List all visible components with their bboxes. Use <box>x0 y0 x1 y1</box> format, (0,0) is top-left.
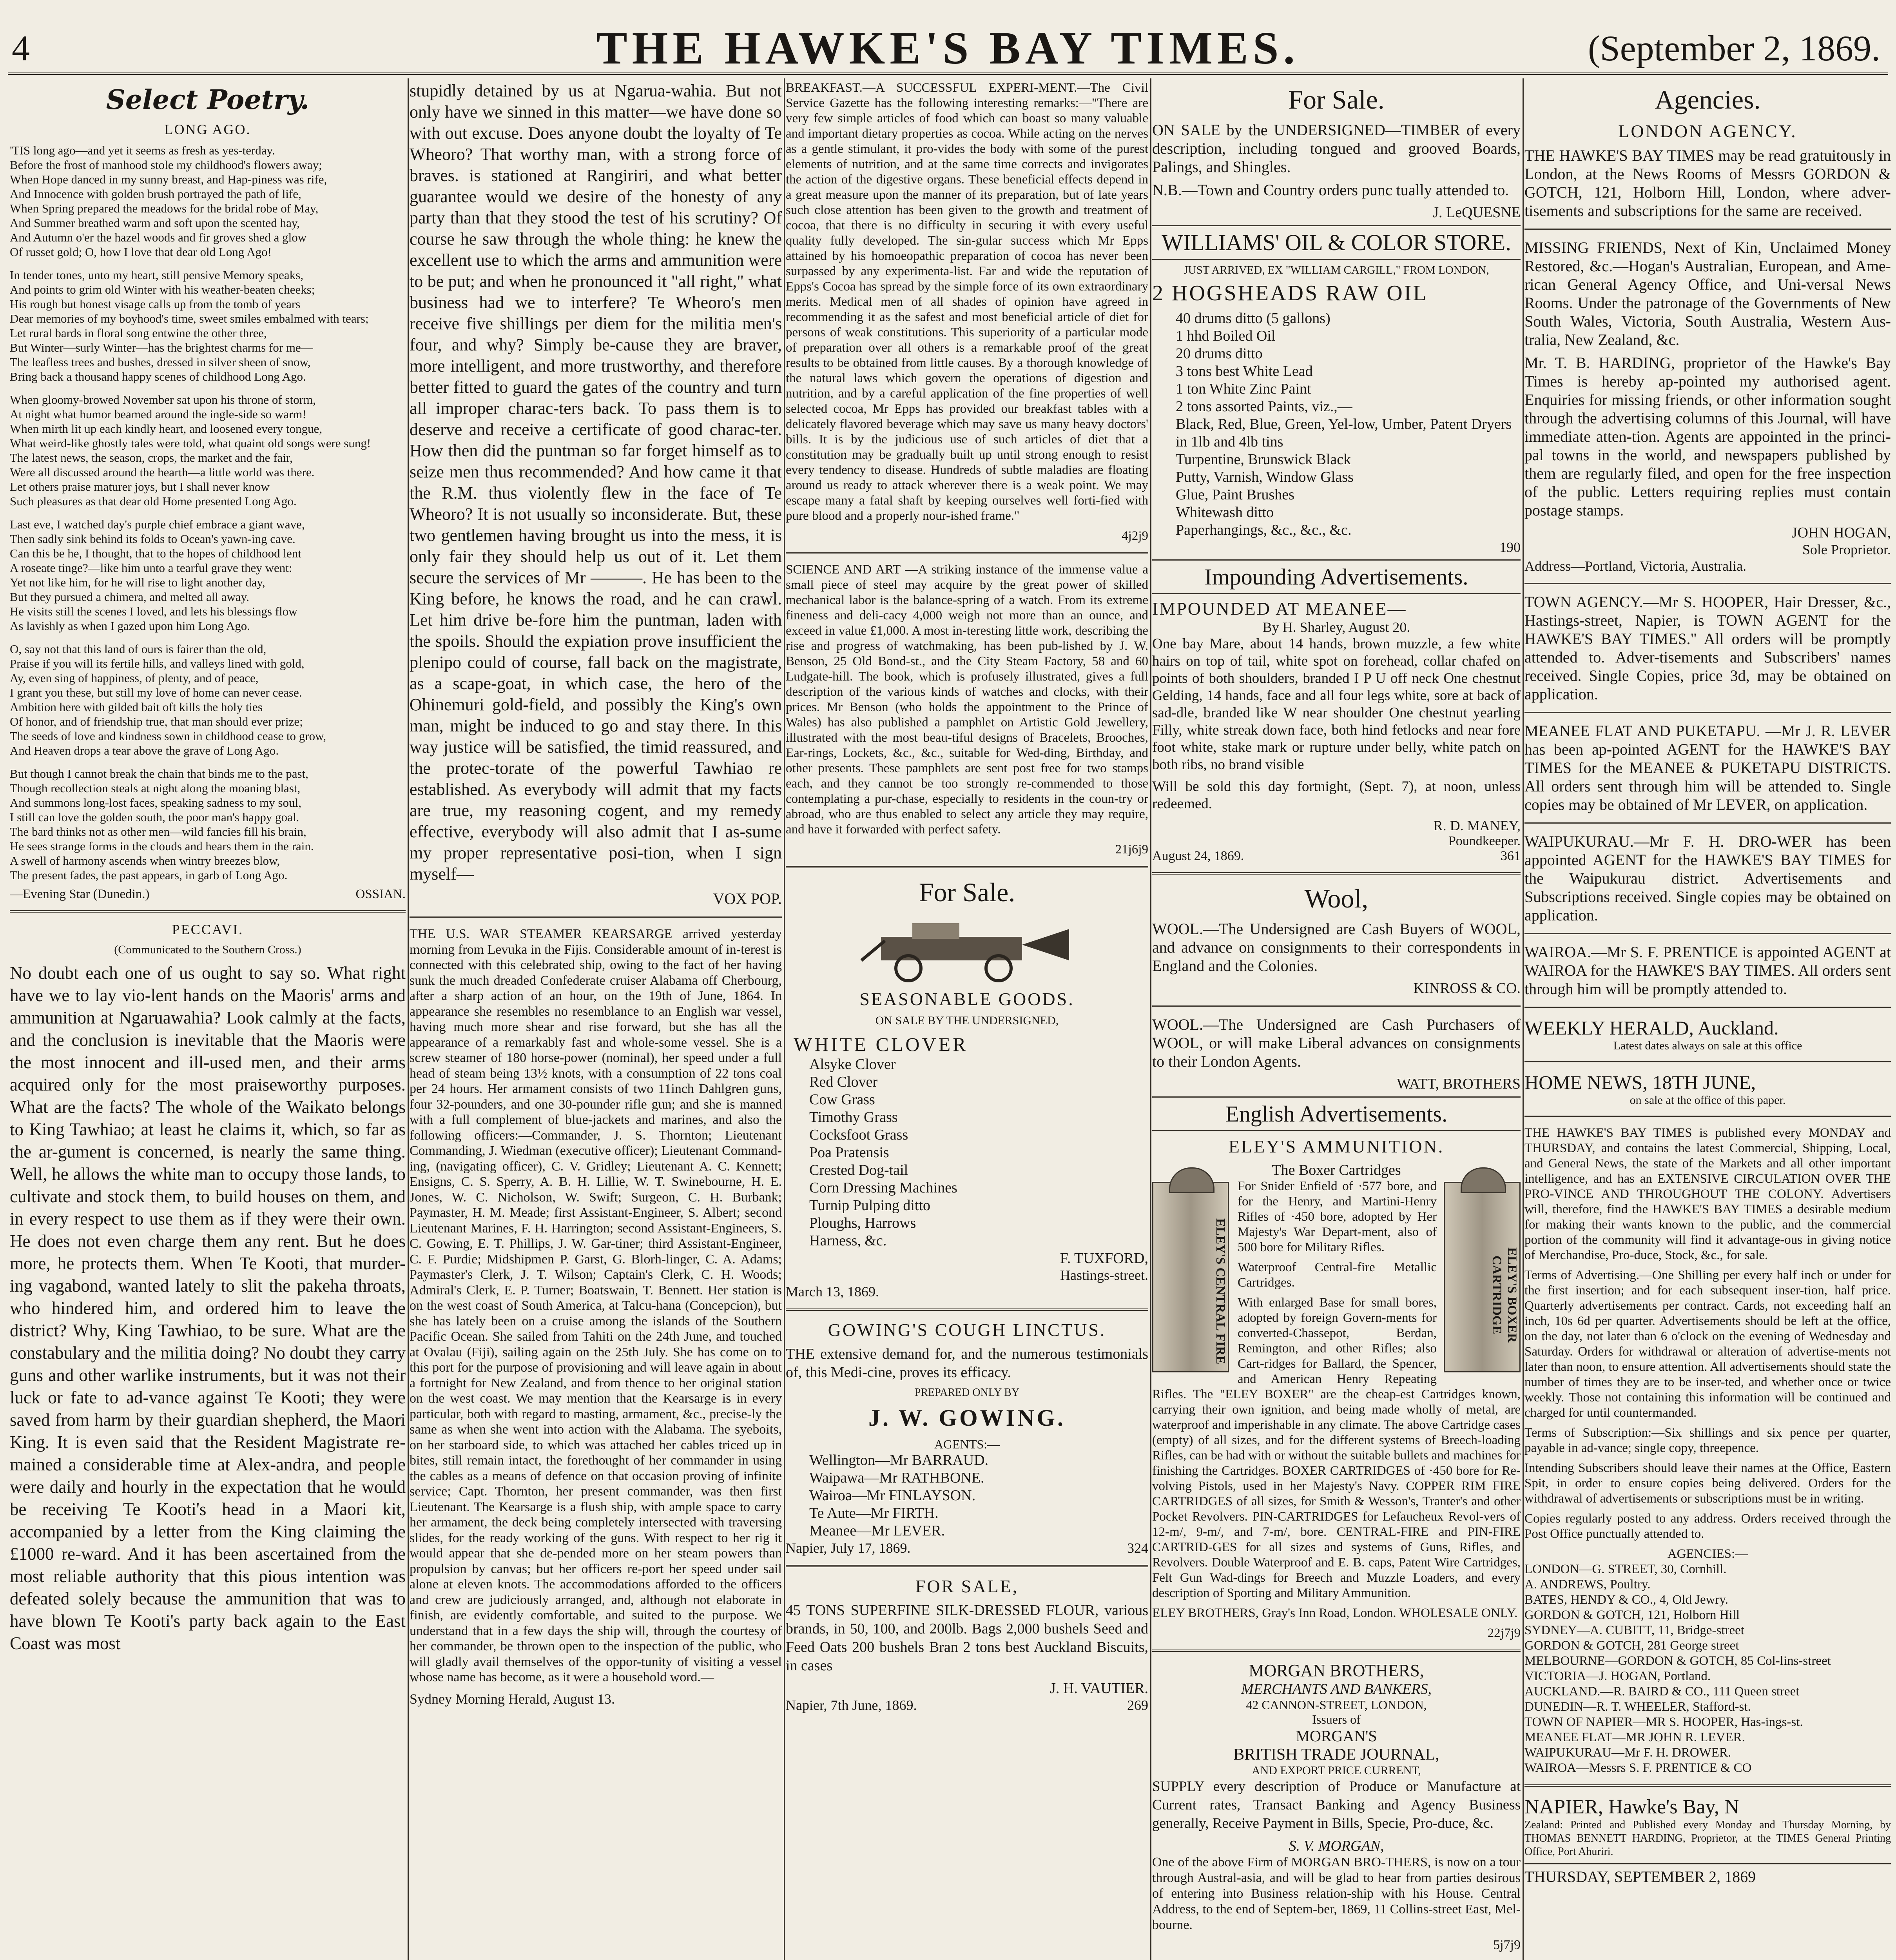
issue-date: (September 2, 1869. <box>1588 28 1880 68</box>
poem-line: When gloomy-browed November sat upon his throne of storm, <box>10 393 316 407</box>
divider <box>786 1308 1148 1311</box>
poem-line <box>17 384 406 392</box>
divider <box>786 866 1148 868</box>
morgan-text-2: One of the above Firm of MORGAN BRO-THERS, is now on a tour through Austral-asia, and will be glad to hear from parties desirous of entering into Business relation-ship with his House. Central Address, to the end of Septem-ber, 1869, 11 Collins-street East, Mel-bourne. <box>1152 1855 1521 1932</box>
poem-line: Dear memories of my boyhood's time, sweet smiles embalmed with tears; <box>10 312 369 325</box>
poem-line: I grant you these, but still my love of home can never cease. <box>10 686 302 699</box>
poem-line: And Heaven drops a tear above the grave of Long Ago. <box>10 744 279 757</box>
agencies-label: AGENCIES:— <box>1667 1547 1748 1561</box>
morgan-heading: MORGAN BROTHERS, <box>1249 1661 1424 1680</box>
masthead <box>0 0 1896 74</box>
agent-item: Waipawa—Mr RATHBONE. <box>809 1470 984 1486</box>
agent-item: Te Aute—Mr FIRTH. <box>809 1505 939 1521</box>
gowing-text: THE extensive demand for, and the numerous testimonials of, this Medi-cine, proves its efficacy. <box>786 1346 1148 1381</box>
poem-line: But though I cannot break the chain that binds me to the past, <box>10 767 308 780</box>
poem-line: Were all discussed around the hearth—a little world was there. <box>10 465 315 479</box>
agency-item: MELBOURNE—GORDON & GOTCH, 85 Col-lins-street <box>1524 1654 1831 1668</box>
poem-line: And Innocence with golden brush portrayed the path of life, <box>10 187 301 201</box>
gowing-name: J. W. GOWING. <box>868 1405 1066 1431</box>
divider <box>786 1565 1148 1567</box>
harding-text: Mr. T. B. HARDING, proprietor of the Hawke's Bay Times is hereby ap-pointed my authorised agent. Enquiries for missing friends, or other information sought through the advertising columns of this Journal, will have immediate atten-tion. Agents are appointed in the princi-pal towns in the world, and newspapers published by them are regularly filed, and open for the free inspection of the public. Letters requiring replies must contain postage stamps. <box>1524 354 1891 519</box>
peccavi-subtitle: (Communicated to the Southern Cross.) <box>114 943 301 956</box>
poem-line: Last eve, I watched day's purple chief embrace a giant wave, <box>10 517 305 531</box>
poem-line: Let rural bards in floral song entwine the other three, <box>10 326 267 340</box>
poem-line: When Spring prepared the meadows for the bridal robe of May, <box>10 201 319 215</box>
morgan-sign: S. V. MORGAN, <box>1289 1838 1384 1854</box>
oil-item: 2 tons assorted Paints, viz.,— <box>1176 398 1352 415</box>
agency-item: VICTORIA—J. HOGAN, Portland. <box>1524 1669 1711 1683</box>
wool1-text: WOOL.—The Undersigned are Cash Buyers of WOOL, and advance on consignments to their correspondents in England and the Colonies. <box>1152 920 1521 975</box>
seed-item: Harness, &c. <box>809 1232 887 1249</box>
poem-line: The seeds of love and kindness sown in childhood cease to grow, <box>10 729 326 743</box>
agent-item: Meanee—Mr LEVER. <box>809 1523 945 1539</box>
poem-line <box>17 758 406 766</box>
eley-text2: With enlarged Base for small bores, adopted by foreign Govern-ments for converted-Chassepot, Berdan, Remington, and other Rifles; also Cart-ridges for Ballard, the Spencer, and American Henry Repeating Rifles. The "ELEY BOXER" are the cheap-est Cartridges known, carrying their own ignition, and being made wholly of metal, are waterproof and imperishable in any climate. The above Cartridge cases (empty) of all sizes, and for the different systems of Breech-loading Rifles, can be had with or without the suitable bullets and machines for finishing the Cartridges. BOXER CARTRIDGES of ·450 bore for Re-volving Pistols, used in her Majesty's Navy. COPPER RIM FIRE CARTRIDGES of all sizes, for Smith & Wesson's, Tranter's and other Pocket Revolvers. PIN-CARTRIDGES for Lefaucheux Revol-vers of 12-m/, 9-m/, and 7-m/, bore. CENTRAL-FIRE and PIN-FIRE CARTRID-GES for all sizes and systems of Guns, Rifles, and Revolvers. Double Waterproof and E. B. caps, Patent Wire Cartridges, Felt Gun Wad-dings for Breech and Muzzle Loaders, and every description of Sporting and Military Ammunition. <box>1152 1296 1521 1600</box>
oil-item: Turpentine, Brunswick Black <box>1176 451 1351 468</box>
oil-item: 20 drums ditto <box>1176 345 1263 362</box>
poem-line: What weird-like ghostly tales were told, what quaint old songs were sung! <box>10 436 371 450</box>
english-heading: English Advertisements. <box>1152 1096 1521 1131</box>
oil-item: Putty, Varnish, Window Glass <box>1176 469 1354 485</box>
seeds-address: Hastings-street. <box>1060 1267 1148 1283</box>
agencies-heading: Agencies. <box>1655 85 1761 114</box>
divider <box>10 910 406 913</box>
cartridge-label: ELEY'S CENTRAL FIRE <box>1213 1218 1227 1365</box>
divider <box>1524 712 1891 713</box>
seed-item: Crested Dog-tail <box>809 1162 908 1178</box>
impound-keeper: R. D. MANEY, <box>1433 818 1521 833</box>
masthead-rule <box>8 73 1888 75</box>
cartridge-label: ELEY'S BOXER CARTRIDGE <box>1490 1247 1519 1343</box>
seeds-intro: ON SALE BY THE UNDERSIGNED, <box>875 1014 1059 1027</box>
column-rule <box>1523 78 1524 1960</box>
poem-body <box>10 143 406 882</box>
oil-item: 3 tons best White Lead <box>1176 363 1313 379</box>
morgan-text: SUPPLY every description of Produce or Manufacture at Current rates, Transact Banking and Agency Business generally, Receive Payment in Bills, Specie, Pro-duce, &c. <box>1152 1779 1521 1831</box>
harvester-illustration <box>850 913 1085 984</box>
impound-heading: Impounding Advertisements. <box>1152 559 1521 594</box>
gowing-prepared: PREPARED ONLY BY <box>914 1387 1020 1399</box>
poem-line: At night what humor beamed around the ingle-side so warm! <box>10 407 306 421</box>
poem-line: 'TIS long ago—and yet it seems as fresh as yes-terday. <box>10 143 275 157</box>
morgan-address: 42 CANNON-STREET, LONDON, <box>1246 1698 1427 1712</box>
gowing-heading: GOWING'S COUGH LINCTUS. <box>828 1320 1106 1340</box>
peccavi-text: No doubt each one of us ought to say so. What right have we to lay vio-lent hands on the Maoris' arms and ammunition at Ngaruawahia? Look calmly at the facts, and the conclusion is inevitable that the Maoris were the most innocent and ill-used men, and their arms acquired only for the most praiseworthy purposes. What are the facts? The whole of the Waikato belongs to King Tawhiao; at least he claims it, which, so far as the ar-gument is concerned, is nearly the same thing. Well, he allows the white man to occupy those lands, to cultivate and stock them, to build houses on them, and in every respect to use them as if they were their own. He does not even charge them any rent. But he does more, he protects them. When Te Kooti, that murder-ing vagabond, wanted lately to slit the pakeha throats, who hindered him, and ordered him to leave the district? Why, King Tawhiao, to be sure. What are the constabulary and the militia doing? No doubt they carry guns and other warlike instruments, but it was not their luck or fate to ad-vance against Te Kooti; they were saved from harm by their guardian shepherd, the Maori King. It is even said that the Resident Magistrate re-mained a considerable time at Alex-andra, and people were daily and hourly in the expectation that he would be receiving Te Kooti's head in a Maori kit, accompanied by a letter from the King claiming the £1000 re-ward. And it has been ascertained from the most reliable authority that this pious intention was defeated solely because the ammunition that was to have blown Te Kooti's party back again to the East Coast was most <box>10 963 406 1653</box>
morgan-journal: MORGAN'S <box>1296 1727 1377 1745</box>
timber-text: ON SALE by the UNDERSIGNED—TIMBER of every description, including tongued and grooved Boards, Palings, and Shingles. <box>1152 121 1521 176</box>
peccavi-signature: VOX POP. <box>713 890 782 907</box>
divider <box>1524 822 1891 824</box>
morgan-sub: MERCHANTS AND BANKERS, <box>1241 1681 1432 1697</box>
poem-line: Ambition here with gilded bait oft kills the holy ties <box>10 700 263 714</box>
poem-line <box>17 259 406 268</box>
watch-ref: 21j6j9 <box>1115 842 1148 857</box>
column-5 <box>1524 80 1891 1960</box>
imprint-title: NAPIER, Hawke's Bay, N <box>1524 1796 1739 1818</box>
divider <box>1524 1784 1891 1787</box>
poetry-heading: Select Poetry. <box>106 84 310 116</box>
agency-item: GORDON & GOTCH, 281 George street <box>1524 1639 1739 1653</box>
column-1 <box>10 80 406 1960</box>
terms-note: Intending Subscribers should leave their names at the Office, Eastern Spit, in order to ensure copies being delivered. Orders for the withdrawal of advertisements or subscriptions must be in writing. <box>1524 1461 1891 1506</box>
flour-text: 45 TONS SUPERFINE SILK-DRESSED FLOUR, various brands, in 50, 100, and 200lb. Bags 2,000 bushels Seed and Feed Oats 200 bushels Bran 2 tons best Auckland Biscuits, in cases <box>786 1602 1148 1674</box>
oil-list <box>1152 310 1521 539</box>
divider <box>410 916 782 918</box>
poem-line: Then sadly sink behind its folds to Ocean's yawn-ing cave. <box>10 532 295 546</box>
agencies-list <box>1524 1562 1891 1776</box>
poem-line: Bring back a thousand happy scenes of childhood Long Ago. <box>10 370 306 383</box>
poem-line: The latest news, the season, crops, the market and the fair, <box>10 451 293 465</box>
newspaper-title: THE HAWKE'S BAY TIMES. <box>596 22 1300 74</box>
seed-item: Alsyke Clover <box>809 1056 896 1073</box>
impound-text: One bay Mare, about 14 hands, brown muzzle, a few white hairs on top of tail, white spot on forehead, collar chafed on points of both shoulders, branded I P U off neck One chestnut Gelding, 14 hands, face and all four legs white, sore at back of sad-dle, branded like W near shoulder One chestnut yearling Filly, white streak down face, both hind fetlocks and near fore foot white, stake mark or rupture under belly, white patch on both ribs, no brand visible <box>1152 636 1521 773</box>
wool-heading: Wool, <box>1304 884 1369 913</box>
eley-firm: ELEY BROTHERS, Gray's Inn Road, London. WHOLESALE ONLY. <box>1152 1606 1518 1620</box>
gowing-agents-label: AGENTS:— <box>934 1437 1000 1451</box>
seed-item: Turnip Pulping ditto <box>809 1197 931 1214</box>
poem-line <box>17 508 406 517</box>
seeds-heading: SEASONABLE GOODS. <box>859 989 1075 1009</box>
agency-item: A. ANDREWS, Poultry. <box>1524 1577 1651 1592</box>
cartridge-illustration <box>1152 1182 1229 1372</box>
weekly-herald-title: WEEKLY HERALD, Auckland. <box>1524 1017 1779 1039</box>
poem-line <box>17 633 406 642</box>
impound-sale: Will be sold this day fortnight, (Sept. 7), at noon, unless redeemed. <box>1152 779 1521 812</box>
poem-line: Let others praise maturer joys, but I shall never know <box>10 480 270 494</box>
hogan-name: JOHN HOGAN, <box>1791 524 1891 541</box>
poem-line: Can this be he, I thought, that to the hopes of childhood lent <box>10 546 301 560</box>
divider <box>1152 872 1521 875</box>
poem-line: Though recollection steals at night along the moaning blast, <box>10 781 301 795</box>
cocoa-article: BREAKFAST.—A SUCCESSFUL EXPERI-MENT.—The Civil Service Gazette has the following interesting remarks:—"There are very few simple articles of food which can boast so many valuable and important dietary properties as cocoa. While acting on the nerves as a gentle stimulant, it pro-vides the body with some of the purest elements of nutrition, and at the same time corrects and invigorates the action of the digestive organs. These beneficial effects depend in a great measure upon the manner of its preparation, but of late years such close attention has been given to the growth and treatment of cocoa, that there is no difficulty in securing it with every useful quality fully developed. The sin-gular success which Mr Epps attained by his homoeopathic preparation of cocoa has never been surpassed by any experimenta-list. Far and wide the reputation of Epps's Cocoa has spread by the simple force of its own extraordinary merits. Medical men of all shades of opinion have agreed in recommending it as the safest and most beneficial article of diet for persons of weak constitutions. This superiority of a particular mode of preparation over all others is a remarkable proof of the great results to be obtained from little causes. By a thorough knowledge of the natural laws which govern the operations of digestion and nutrition, and by a careful application of the fine properties of well selected cocoa, Mr Epps has provided our breakfast tables with a delicately flavored beverage which may save us many heavy doctors' bills. It is by the judicious use of such articles of diet that a constitution may be gradually built up until strong enough to resist every tendency to disease. Hundreds of subtle maladies are floating around us ready to attack wherever there is a weak point. We may escape many a fatal shaft by keeping ourselves well forti-fied with pure blood and a properly nour-ished frame." <box>786 81 1148 523</box>
flour-ref: 269 <box>1127 1697 1148 1713</box>
gowing-date: Napier, July 17, 1869. <box>786 1540 911 1556</box>
eley-text1: For Snider Enfield of ·577 bore, and for the Henry, and Martini-Henry Rifles of ·450 bore, adopted by Her Majesty's War Depart-ment, also of 500 bore for Military Rifles. <box>1238 1179 1437 1254</box>
hogan-title: Sole Proprietor. <box>1802 542 1891 557</box>
kearsarge-article: THE U.S. WAR STEAMER KEARSARGE arrived yesterday morning from Levuka in the Fijis. Considerable amount of in-terest is connected with this celebrated ship, owing to the fact of her having sunk the much dreaded Confederate cruiser Alabama off Cherbourg, after a sharp action of an hour, on the 19th of June, 1864. In appearance she resembles no resemblance to an English war vessel, having much more shear and rise forward, but she has all the appearance of a remarkably fast and whole-some vessel. She is a screw steamer of 180 horse-power (nominal), her speed under a full head of steam being 13½ knots, with a consumption of 22 tons coal per 24 hours. Her armament consists of two 11inch Dahlgren guns, four 32-pounders, and one 30-pounder rifle gun; and she is manned with a full complement of blue-jackets and marines, and also the following officers:—Commander, J. S. Thornton; Lieutenant Commanding, J. Wiedman (executive officer); Lieutenant Command-ing, (navigating officer), C. V. Gridley; Lieutenant A. C. Kennett; Ensigns, C. S. Sperry, A. B. H. Lillie, W. T. Swinebourne, H. E. Jones, W. C. Nicholson, W. Swift; Surgeon, C. H. Burbank; Paymaster, H. M. Meade; first Assistant-Engineer, S. Albert; second Lieutenant Marines, F. H. Harrington; second Assistant-Engineers, S. C. Gowing, E. T. Phillips, J. W. Gar-tiner; third Assistant-Engineer, C. F. Purdie; Midshipmen P. Garst, G. Blorh-linger, C. A. Adams; Paymaster's Clerk, J. T. Wilson; Captain's Clerk, C. H. Woods; Admiral's Clerk, E. P. Turner; Boatswain, T. Bennett. Her station is on the west coast of South America, at Talcu-hana (Concepcion), but she has lately been on a cruise among the islands of the Southern Pacific Ocean. She sailed from Tahiti on the 24th June, and touched at Ovalau (Fiji), sailing again on the 25th July. She has come on to this port for the purpose of provisioning and will leave again in about a fortnight for New Zealand, and from thence to her original station on the west coast. We may mention that the Kearsarge is in every particular, both with regard to masting, armament, &c., precise-ly the same as when she went into action with the Alabama. The syeboits, on her starboard side, to which was attached her cables triced up in bites, still remain intact, the forethought of her commander in using the cables as a means of defence on that occasion proving of infinite service; Capt. Thornton, her present commander, was then first Lieutenant. The Kearsarge is a flush ship, with ample space to carry her armament, the deck being completely intersected with traversing slides, for the ready working of the guns. With respect to her rig it would appear that she de-pended more on her steam powers than propulsion by canvas; but her officers re-port her speed under sail alone at eleven knots. The accommodations afforded to the officers and crew are judiciously arranged, and, although not elaborate in finish, are evidently comfortable, and suited to the purpose. We understand that in a few days the ship will, through the courtesy of her commander, be thrown open to the inspection of the public, who will gladly avail themselves of the oppor-tunity of visiting a vessel whose name has become, as it were a household word.— <box>410 927 782 1684</box>
eley-sub: The Boxer Cartridges <box>1272 1162 1401 1178</box>
oil-item: 40 drums ditto (5 gallons) <box>1176 310 1330 327</box>
kearsarge-source: Sydney Morning Herald, August 13. <box>410 1691 615 1707</box>
seeds-first-item: WHITE CLOVER <box>794 1033 968 1055</box>
poem-line: When Hope danced in my sunny breast, and Hap-piness was rife, <box>10 172 327 186</box>
impound-by: By H. Sharley, August 20. <box>1262 619 1410 635</box>
waipukurau-text: WAIPUKURAU.—Mr F. H. DRO-WER has been appointed AGENT for the HAWKE'S BAY TIMES for the Waipukurau district. Advertisements and Subscriptions received. Single copies may be obtained on application. <box>1524 833 1891 924</box>
divider <box>1524 1061 1891 1062</box>
eley-heading: ELEY'S AMMUNITION. <box>1228 1136 1445 1156</box>
flour-footer <box>786 1697 1148 1713</box>
poem-line: The leafless trees and bushes, dressed in silver sheen of snow, <box>10 355 311 369</box>
poem-byline <box>10 887 406 902</box>
flour-date: Napier, 7th June, 1869. <box>786 1697 917 1713</box>
poem-line: In tender tones, unto my heart, still pensive Memory speaks, <box>10 268 304 282</box>
poem-author: OSSIAN. <box>355 887 406 901</box>
poem-line: When mirth lit up each kindly heart, and loosened every tongue, <box>10 422 323 436</box>
seeds-list <box>786 1056 1148 1250</box>
oil-item: Paperhangings, &c., &c., &c. <box>1176 522 1352 538</box>
poem-line: I still can love the golden south, the poor man's happy goal. <box>10 810 299 824</box>
morgan-journal-2: BRITISH TRADE JOURNAL, <box>1233 1746 1439 1764</box>
terms-note-2: Copies regularly posted to any address. Orders received through the Post Office punctually attended to. <box>1524 1512 1891 1541</box>
times-text: THE HAWKE'S BAY TIMES is published every MONDAY and THURSDAY, and contains the latest Commercial, Shipping, Local, and General News, the state of the Markets and all other important intelligence, and has an EXTENSIVE CIRCULATION OVER THE PRO-VINCE AND THROUGHOUT THE COLONY. Advertisers will, therefore, find the HAWKE'S BAY TIMES a desirable medium for making their wants known to the public, and the commercial portion of the community will find it advantage-ous in giving notice of Merchandise, Pro-duce, Stock, &c., for sale. <box>1524 1126 1891 1262</box>
agency-item: AUCKLAND.—R. BAIRD & CO., 111 Queen street <box>1524 1684 1800 1699</box>
poem-line: Yet not like him, for he will rise to light another day, <box>10 575 265 589</box>
town-agency-text: TOWN AGENCY.—Mr S. HOOPER, Hair Dresser, &c., Hastings-street, Napier, is TOWN AGENT for the HAWKE'S BAY TIMES." All orders will be promptly attended to. Adver-tisements and Subscribers' names received. Single Copies, price 3d, may be obtained on application. <box>1524 593 1891 703</box>
oil-main: 2 HOGSHEADS RAW OIL <box>1152 281 1428 305</box>
poem-line: But they pursued a chimera, and melted all away. <box>10 590 249 604</box>
hogan-address: Address—Portland, Victoria, Australia. <box>1524 558 1747 574</box>
flour-heading: FOR SALE, <box>915 1576 1019 1596</box>
gowing-ref: 324 <box>1127 1540 1148 1556</box>
poem-line: The present fades, the past appears, in garb of Long Ago. <box>10 868 288 882</box>
oil-item: 1 ton White Zinc Paint <box>1176 381 1311 397</box>
column-2 <box>410 80 782 1960</box>
gowing-agents <box>786 1452 1148 1540</box>
agency-item: BATES, HENDY & CO., 4, Old Jewry. <box>1524 1593 1729 1607</box>
agency-item: DUNEDIN—R. T. WHEELER, Stafford-st. <box>1524 1700 1751 1714</box>
wool2-firm: WATT, BROTHERS <box>1397 1076 1521 1092</box>
footer-date: THURSDAY, SEPTEMBER 2, 1869 <box>1524 1863 1891 1886</box>
page-number: 4 <box>12 28 30 68</box>
cartridge-illustration <box>1444 1182 1521 1372</box>
missing-text: MISSING FRIENDS, Next of Kin, Unclaimed Money Restored, &c.—Hogan's Australian, European, and Ame-rican General Agency Office, and Uni-versal News Rooms. Under the patronage of the Governments of New South Wales, Victoria, South Australia, Western Aus-tralia, New Zealand, &c. <box>1524 239 1891 348</box>
divider <box>1152 1650 1521 1652</box>
wairoa-text: WAIROA.—Mr S. F. PRENTICE is appointed AGENT at WAIROA for the HAWKE'S BAY TIMES. All orders sent through him will be promptly attended to. <box>1524 943 1891 998</box>
watch-article: SCIENCE AND ART —A striking instance of the immense value a small piece of steel may acquire by the great power of skilled mechanical labor is the balance-spring of a watch. From its extreme fineness and deli-cacy 4,000 weigh not more than an ounce, and exceed in value £1,000. A most in-teresting little work, describing the rise and progress of watchmaking, has been pub-lished by J. W. Benson, 25 Old Bond-st., and the City Steam Factory, 58 and 60 Ludgate-hill. The book, which is profusely illustrated, gives a full description of the various kinds of watches and clocks, with their prices. Mr Benson (who holds the appointment to the Prince of Wales) has also published a pamphlet on Artistic Gold Jewellery, illustrated with the most beau-tiful designs of Bracelets, Brooches, Ear-rings, Lockets, &c., &c., suitable for Wed-ding, Birthday, and other presents. These pamphlets are sent post free for two stamps each, and they cannot be too strongly re-commended to those contemplating a pur-chase, especially to residents in the coun-try or abroad, who are thus enabled to select any article they may require, and have it forwarded with perfect safety. <box>786 563 1148 837</box>
agency-item: LONDON—G. STREET, 30, Cornhill. <box>1524 1562 1727 1576</box>
poem-line: O, say not that this land of ours is fairer than the old, <box>10 642 266 656</box>
poem-line: A swell of harmony ascends when wintry breezes blow, <box>10 854 280 867</box>
eley-ref: 22j7j9 <box>1487 1626 1521 1640</box>
poem-line: And Summer breathed warm and soft upon the scented hay, <box>10 216 300 230</box>
impound-ref: 361 <box>1501 849 1521 863</box>
morgan-journal-3: AND EXPORT PRICE CURRENT, <box>1251 1764 1421 1777</box>
poem-line: Before the frost of manhood stole my childhood's flowers away; <box>10 158 322 172</box>
agency-item: MEANEE FLAT—MR JOHN R. LEVER. <box>1524 1730 1745 1744</box>
poem-line: Of russet gold; O, how I love that dear old Long Ago! <box>10 245 272 259</box>
morgan-issuers: Issuers of <box>1312 1712 1361 1726</box>
column-3 <box>786 80 1148 1960</box>
impound-footer <box>1152 849 1521 864</box>
seed-item: Cocksfoot Grass <box>809 1127 908 1143</box>
poem-line: And points to grim old Winter with his weather-beaten cheeks; <box>10 283 315 296</box>
oil-ref: 190 <box>1499 539 1521 555</box>
for-sale-heading: For Sale. <box>919 877 1015 907</box>
oil-item: Glue, Paint Brushes <box>1176 486 1294 503</box>
seeds-seller: F. TUXFORD, <box>1060 1250 1148 1267</box>
cocoa-ref: 4j2j9 <box>1122 529 1148 543</box>
poem-line: As lavishly as when I gazed upon him Long Ago. <box>10 619 250 633</box>
home-news-title: HOME NEWS, 18TH JUNE, <box>1524 1071 1756 1093</box>
impound-keeper-title: Poundkeeper. <box>1448 834 1521 848</box>
for-sale-heading: For Sale. <box>1288 85 1385 114</box>
poem-line: And Autumn o'er the hazel woods and fir groves shed a glow <box>10 230 307 244</box>
seed-item: Red Clover <box>809 1074 878 1090</box>
oil-item: Black, Red, Blue, Green, Yel-low, Umber, Patent Dryers in 1lb and 4lb tins <box>1176 416 1512 450</box>
terms-subscription: Terms of Subscription:—Six shillings and six pence per quarter, payable in ad-vance; single copy, threepence. <box>1524 1426 1891 1455</box>
meanee-text: MEANEE FLAT AND PUKETAPU. —Mr J. R. LEVER has been ap-pointed AGENT for the HAWKE'S BAY TIMES for the MEANEE & PUKETAPU DISTRICTS. All orders sent through him will be attended to. Single copies may be obtained of Mr LEVER, on application. <box>1524 722 1891 813</box>
seed-item: Corn Dressing Machines <box>809 1180 957 1196</box>
poem-line: Such pleasures as that dear old Home presented Long Ago. <box>10 494 297 508</box>
agency-item: GORDON & GOTCH, 121, Holborn Hill <box>1524 1608 1740 1622</box>
poem-line: He visits still the scenes I loved, and lets his blessings flow <box>10 604 297 618</box>
peccavi-title: PECCAVI. <box>172 922 244 937</box>
oil-item: 1 hhd Boiled Oil <box>1176 328 1276 344</box>
poem-line: The bard thinks not as other men—wild fancies fill his brain, <box>10 825 306 838</box>
poem-line: He sees strange forms in the clouds and hears them in the rain. <box>10 839 314 853</box>
poem-line: And summons long-lost faces, speaking sadness to my soul, <box>10 796 301 809</box>
wool2-text: WOOL.—The Undersigned are Cash Purchasers of WOOL, or will make Liberal advances on consignments to their London Agents. <box>1152 1016 1521 1070</box>
london-text: THE HAWKE'S BAY TIMES may be read gratuitously in London, at the News Rooms of Messrs GORDON & GOTCH, 121, Holborn Hill, London, where adver-tisements and subscriptions for the same are received. <box>1524 147 1891 220</box>
imprint-text: Zealand: Printed and Published every Monday and Thursday Morning, by THOMAS BENNETT HARDING, Proprietor, at the TIMES General Printing Office, Port Ahuriri. <box>1524 1819 1891 1858</box>
peccavi-continued: stupidly detained by us at Ngarua-wahia. But not only have we sinned in this matter—we have done so with out excuse. Does anyone doubt the loyalty of Te Wheoro? That worthy man, with a strong force of braves. is stationed at Rangiriri, and what better guarantee would we desire of the honesty of any party than that they stood the test of his scrutiny? Of course he saw through the whole thing: he knew the excellent use to which the arms and ammunition were to be put; and when he pronounced it "all right," what business had we to interfere? Te Wheoro's men receive five shillings per diem for the militia men's four, and why? Simply be-cause they are braver, more intelligent, and more trustworthy, and therefore better fitted to guard the gates of the country and turn all improper charac-ters back. To pass them is to deserve and receive a certificate of good charac-ter. How then did the puntman so far forget himself as to seize men thus recommended? And how came it that the R.M. thus violently flew in the face of Te Wheoro? It is not usually so inconsiderate. But, these two gentlemen having brought us into the mess, it is only fair they should help us out of it. Let them secure the services of Mr ———. He has been to the King before, he knows the road, and he can crawl. Let him drive be-fore him the puntman, laden with the spoils. Should the expiation prove insufficient the plenipo could of course, fall back on the magistrate, as a scape-goat, in which case, the hero of the Ohinemuri gold-field, and possibly the King's own man, might be induced to go and stay there. In this way justice will be satisfied, the timid reassured, and the protec-torate of the powerful Tawhiao re established. As everybody will admit that my facts are true, my reasoning cogent, and my remedy effective, everybody will also admit that I as-sume my proper representative posi-tion, when I sign myself— <box>410 81 782 884</box>
column-rule <box>784 78 785 1960</box>
impound-date: August 24, 1869. <box>1152 849 1244 863</box>
column-4 <box>1152 80 1521 1960</box>
agency-item: WAIPUKURAU—Mr F. H. DROWER. <box>1524 1746 1731 1760</box>
flour-seller: J. H. VAUTIER. <box>1050 1680 1148 1697</box>
timber-note: N.B.—Town and Country orders punc tually attended to. <box>1152 181 1509 199</box>
seeds-date: March 13, 1869. <box>786 1284 879 1299</box>
terms-advertising: Terms of Advertising.—One Shilling per every half inch or under for the first insertion; and for each subsequent inser-tion, half price. Quarterly advertisements per contract. Cards, not exceeding half an inch, 10s 6d per quarter. Advertisements should be left at the office, on the day, not later than 6 o'clock on the evening of Wednesday and Saturday. Orders for withdrawal or alteration of advertise-ments not later than noon, to ensure attention. All advertisements should state the number of times they are to be inser-ted, and whether once or twice weekly. Those not containing this information will be continued and charged for until countermanded. <box>1524 1268 1891 1420</box>
column-rule <box>1150 78 1151 1960</box>
impound-title: IMPOUNDED AT MEANEE— <box>1152 599 1407 619</box>
poem-line: Praise if you will its fertile hills, and valleys lined with gold, <box>10 657 305 670</box>
divider <box>1524 583 1891 584</box>
gowing-footer <box>786 1540 1148 1556</box>
divider <box>1524 1116 1891 1117</box>
poem-title: LONG AGO. <box>164 122 251 137</box>
agent-item: Wellington—Mr BARRAUD. <box>809 1452 989 1468</box>
poem-line: His rough but honest visage calls up from the tomb of years <box>10 297 301 311</box>
divider <box>1524 933 1891 934</box>
timber-seller: J. LeQUESNE <box>1433 204 1521 221</box>
morgan-ref: 5j7j9 <box>1493 1938 1521 1952</box>
oil-intro: JUST ARRIVED, EX "WILLIAM CARGILL," FROM LONDON, <box>1184 264 1489 276</box>
agency-item: WAIROA—Messrs S. F. PRENTICE & CO <box>1524 1761 1752 1775</box>
london-title: LONDON AGENCY. <box>1618 121 1797 141</box>
wool1-firm: KINROSS & CO. <box>1413 980 1521 996</box>
seed-item: Cow Grass <box>809 1091 875 1108</box>
seed-item: Ploughs, Harrows <box>809 1215 916 1231</box>
divider <box>786 552 1148 554</box>
poem-line: But Winter—surly Winter—has the brightest charms for me— <box>10 341 313 354</box>
seed-item: Timothy Grass <box>809 1109 898 1125</box>
poem-line: Ay, even sing of happiness, of plenty, and of peace, <box>10 671 259 685</box>
agent-item: Wairoa—Mr FINLAYSON. <box>809 1487 976 1504</box>
seed-item: Poa Pratensis <box>809 1144 889 1161</box>
eley-sub2: Waterproof Central-fire Metallic Cartridges. <box>1238 1260 1437 1290</box>
agency-item: SYDNEY—A. CUBITT, 11, Bridge-street <box>1524 1623 1744 1637</box>
weekly-herald-sub: Latest dates always on sale at this office <box>1613 1039 1802 1052</box>
column-rule <box>408 78 409 1960</box>
poem-line: A roseate tinge?—like him unto a tearful grave they went: <box>10 561 292 575</box>
divider <box>1524 229 1891 230</box>
divider <box>1524 1007 1891 1008</box>
divider <box>1152 1005 1521 1007</box>
poem-source: —Evening Star (Dunedin.) <box>10 887 150 901</box>
oil-item: Whitewash ditto <box>1176 504 1274 521</box>
oil-heading: WILLIAMS' OIL & COLOR STORE. <box>1152 225 1521 260</box>
poem-line: Of honor, and of friendship true, that man should ever prize; <box>10 715 303 728</box>
home-news-sub: on sale at the office of this paper. <box>1630 1094 1786 1107</box>
agency-item: TOWN OF NAPIER—MR S. HOOPER, Has-ings-st. <box>1524 1715 1803 1729</box>
